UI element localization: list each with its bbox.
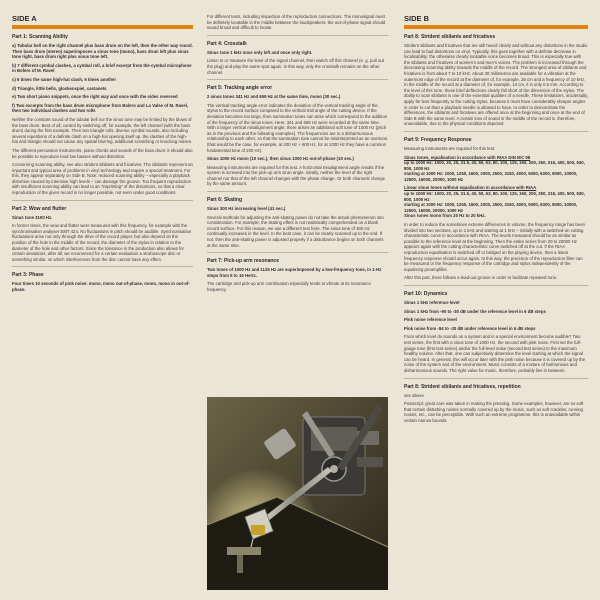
part9-riaa-list-high: starting at 1000 Hz: 1000, 1250, 1600, 2000, 2500, 3150, 4000, 5000, 6300, 8000, 10000, 12500, 16000, 20000, 1000 Hz <box>404 171 578 182</box>
divider <box>12 266 193 267</box>
part4-sub: Sinus tone 1 kHz once only left and once only right. <box>207 49 313 55</box>
part1-item-b: b) 7 different cymbal clashes, a cymbal roll, a brief excerpt from the cymbal microphone in Bolero of M. Ravel <box>12 62 192 74</box>
part2-heading: Part 2: Wow and flutter <box>12 205 67 212</box>
divider <box>207 252 388 253</box>
part1-item-d: d) Triangle, little bells, glockenspiel, castanets <box>12 85 107 91</box>
part9-linear-list-high: starting at 1000 Hz: 1000, 1250, 1600, 2000, 2500, 3150, 4000, 5000, 6300, 8000, 10000, 12500, 16000, 20000, 1000 Hz <box>404 202 578 213</box>
part9-linear-heading: Linear sinus tones without equalisation in accordance with RIAA <box>404 185 537 191</box>
part7-heading: Part 7: Pick-up arm resonance <box>207 258 279 265</box>
postscript: Postscript: great care was taken in making the pressing. Some examples, however, are so soft that certain disturbing noises normally covered up by the music, such as soft crackles, running noises, etc., can be perceptible. With such an extreme programme, this is unavoidable within certain narrow bounds <box>404 401 584 423</box>
divider <box>207 191 388 192</box>
part5-heading: Part 5: Tracking angle error <box>207 85 273 92</box>
column-side-b <box>404 14 588 426</box>
column-side-a <box>12 14 193 296</box>
part1-item-c: c) 6 times the same high-hat clash, 6 times another <box>12 76 117 82</box>
part5-body: The vertical tracking angle error indicates the deviation of the vertical tracking angle of the stylus to the record surface compared to the vertical trail angle of the cutting device. If the deviation becomes too large, then summation tones can arise which correspond to the addition of the frequency of the sinus tones. Here, 341 and 659 Hz were recorded at the same time. With a larger vertical misalignment angle, there arises an additional soft tone of 1000 Hz (pitch as in the previous and the following examples). The frequencies are in a disharmonious relationship to each other, so that the summation tone cannot be misinterpreted as an overtone (that would be the case, for example, at 400 Hz + 600 Hz, for at 1000 Hz they have a common fundamental tone of 200 Hz). <box>207 102 388 153</box>
side-b-title: SIDE B <box>404 14 430 23</box>
part3-body: For different tests, including inspection of the reproduction connections. The monosignal must be definitely locatable in the middle between the loudspeakers; the out-of-phase signal should sound broad and difficult to locate. <box>207 14 386 31</box>
accent-rule <box>12 25 193 29</box>
part1-heading: Part 1: Scanning Ability <box>12 34 68 40</box>
part5-sub2: Sinus 1000 Hz mono (10 sec.), then sinus 1000 Hz out-of-phase (10 sec.) <box>207 156 354 162</box>
divider <box>404 131 588 132</box>
turntable-tonearm-photo <box>207 397 388 590</box>
part4-heading: Part 4: Crosstalk <box>207 40 247 47</box>
part3-heading: Part 3: Phase <box>12 272 44 279</box>
part2-sub: Sinus tone 3150 Hz. <box>12 214 53 220</box>
part10-sub: Sinus 1 kHz reference level <box>404 299 460 305</box>
part1-body: Concerning scanning ability, see also strident sibilants and fricatives. The sibilants represent an important and typical area of problems in vinyl technology and require a special treatment. For this, they appear separately on Side B. Note: reduced scanning ability – especially a playback distortion caused by intensive high levels – can damage the groove. Too frequent reproduction with insufficient scanning ability can lead to an "imprinting" of the distortions, so that a clear reproduction of the given record is no longer possible, not even under good conditions. <box>12 162 193 196</box>
divider <box>207 35 388 36</box>
tonearm-illustration <box>207 397 388 590</box>
part10-sub: Sinus 1 kHz from -90 to -30 dB under the reference level in 6 dB steps <box>404 308 546 314</box>
side-a-title: SIDE A <box>12 14 37 23</box>
part1-item-f: f) Two excerpts from the bass drum microphone from Bolero and La Valse of M. Ravel, then two individual clashes and two rolls <box>12 102 189 114</box>
part9-heading: Part 9: Frequency Response <box>404 136 472 143</box>
part3-sub: Four times 10 seconds of pink noise: mono, mono out-of-phase, mono, mono in out-of-phase. <box>12 281 190 292</box>
part5-body2: Measuring instruments are required for this test. A horizontal misalignment angle results if the system is screwed into the pick-up arm at an angle. Ideally, neither the level of the right channel nor that of the left channel changes with the phase change. Or both channels change by the same amount. <box>207 164 385 187</box>
part1-body: The different percussion instruments, piano chords and sounds of the bass drum: it should also be possible to reproduce loud low basses without distortion. <box>12 147 193 159</box>
part9-intro: Measuring instruments are required for this test. <box>404 145 496 151</box>
divider <box>404 378 588 379</box>
part9-linear-list-low: up to 1000 Hz: 1000, 20, 25, 31.5, 40, 50, 63, 80, 100, 125, 160, 200, 250, 315, 400, 500, 630, 800, 1000 Hz <box>404 191 585 202</box>
part9-riaa-list-low: up to 1000 Hz: 1000, 20, 25, 31.5, 40, 50, 63, 80, 100, 125, 160, 200, 250, 315, 400, 500, 630, 800, 1000 Hz <box>404 160 585 171</box>
part2-body: In former times, the wow and flutter were measured with this frequency, for example with the synchronisation analyser EMT 424. No fluctuations in pitch should be audible. Synchronisation fluctuations arise not only through the drive of the record player, but also depend on the position of the hole in the middle of the record, the diameter of the stylus in relation to the diameter of the hole and other factors. Since the tolerance in the production also allows for certain deviations, after all, we recommend for a certain evaluation a stroboscope disc or something similar, on which interferences from the disc cannot have any effect. <box>12 223 192 262</box>
part7-sub: Two tones of 1000 Hz and 1125 Hz are superimposed by a low-frequency tone, in 1-Hz steps from 5 to 15 Hertz. <box>207 267 382 278</box>
part1-item-a: a) Tubular bell on the right channel plus bass drum on the left, then the other way round. Then bass drum (stereo) superimposes a sinus tone (mono), bass drum left plus sinus tone right, bass drum right plus sinus tone left. <box>12 43 193 60</box>
part8-body: Strident sibilants and fricatives that are still heard clearly and without any distortions in the studio can lead to bad distortions on vinyl. Typically, this goes together with a definite decrease in localisability: the otherwise clearly locatable voice becomes broad. This is especially true with the sibilants and fricatives of women's and men's voices. The problem is increased through the decreasing scanning ability towards the middle of the record. The strongest area of sibilants and fricatives is from about 7 to 10 kHz. About 30 millimetres are available for a vibration at the outermost edge of the record at the diameter of, for example, 28 cm and a frequency of 10 kHz. In the middle of the record at a diameter of, for example, 13 cm, it is only 0.6 mm. According to the level of this tone, these brief deflections clearly fall short of the dimension of the stylus. The ability to scan sibilants is one of the essential qualities of a needle. These limitations, incidentally, apply far less frequently to the cutting stylus, because it must have considerably sharper angles in order to cut than a playback needle is allowed to have. In order to demonstrate the differences, the sibilants and fricatives are offered once at the beginning and once at the end of Side B with the same level. A certain loss of sound in the middle of the record is, therefore, unavoidable, due to the physical conditions depicted. <box>404 43 588 127</box>
part10-heading: Part 10: Dynamics <box>404 290 448 297</box>
divider <box>207 79 388 80</box>
part9-body2: After this part, there follows a lead-out groove in order to facilitate repeated runs. <box>404 275 558 281</box>
divider <box>12 200 193 201</box>
part7-body: The cartridge and pick-up arm combination especially tends to vibrate at its resonance frequency. <box>207 281 371 292</box>
part6-heading: Part 6: Skating <box>207 197 243 204</box>
accent-rule <box>404 25 588 29</box>
part9-mono-sweep: Sinus tones mono from 20 Hz to 20 kHz. <box>404 213 486 219</box>
part8-repeat-sub: see above <box>404 392 424 398</box>
part1-item-e: e) Two short piano snippets, once the right way and once with the sides reversed <box>12 94 178 100</box>
part10-sub: Pink noise from -84 to -30 dB under reference level in 6 dB steps <box>404 325 536 331</box>
part8-heading: Part 8: Strident sibilants and fricatives <box>404 34 496 40</box>
part8-repeat-heading: Part 8: Strident sibilants and fricatives, repetition <box>404 383 521 390</box>
part5-sub: 2 sinus tones 341 Hz and 659 Hz at the same time, mono (30 sec.) <box>207 94 341 100</box>
part4-body: Listen to or measure the level of the signal channel, then switch off this channel (e. g. pull out the plug) and play the same spot again. In this way, only the crosstalk remains on the other channel. <box>207 58 384 75</box>
part1-body: Neither the constant sound of the tubular bell nor the sinus tone may be limited by the blows of the bass drum. Best of all, control by switching off, for example, the left channel (with the bass drum) during the first example. Then two triangle rolls, diverse cymbal sounds, also including several repetitions of a definite clash on a high-hat opening itself up. the clashes of the high-hat and triangle should not cause any spatial blurring, additional scratching or knocking noises. <box>12 116 193 145</box>
part10-body: From which level do sounds on a system and in a special environment become audible? Two test series, the first with a sinus tone of 1000 Hz, the second with pink noise. First set the full-gauge tone (first test series) and/or the full-level noise (second test series) to the maximum healthy volume. After that, one can subjectively determine the level starting at which the signal can be heard. In general, this will occur later with the pink noise because it is covered up by the noise of the system and of the environment. Music consists of a mixture of harmonious and disharmonious sounds. The right value for music, therefore, probably lies in between. <box>404 334 586 373</box>
column-middle <box>207 14 388 296</box>
divider <box>404 285 588 286</box>
part10-sub: Pink noise reference level <box>404 317 457 323</box>
part9-body: In order to reduce the sometimes extreme differences in volume, the frequency range has been divided into two sections, up to 1 kHz and starting at 1 kHz – initially with a switched-on cutting characteristic curve in accordance with RIAA. The levels measured should be as similar as possible to the reference level at the beginning. Then the entire series from 20 to 20000 Hz appears again with the cutting characteristic curve switched off at the cut. If the RIAA reproduction equalisation is switched off or bridged on the playing device, then a linear frequency response should occur again. In this way, the precision of the reproduction filter can be measured or the frequency response of the cartridge and stylus independently of the equalising preamplifier. <box>404 222 585 272</box>
part9-riaa-heading: Sinus tones, equalisation in accordance with RIAA DIN IEC 98 <box>404 154 531 160</box>
part6-sub: Sinus 300 Hz increasing level (41 sec.) <box>207 206 286 212</box>
part6-body: Several methods for adjusting the anti-skating power do not take the actual phenomenon into consideration. For example, the skating effect is not realistically comprehended on a blank record surface. For this reason, we use a different test here. The sinus tone of 300 Hz continually increases in the level. In the best case, it can be clearly scanned up to the end. If not, then the anti-skating power is adjusted properly if a disturbance begins on both channels at the same time. <box>207 214 384 248</box>
